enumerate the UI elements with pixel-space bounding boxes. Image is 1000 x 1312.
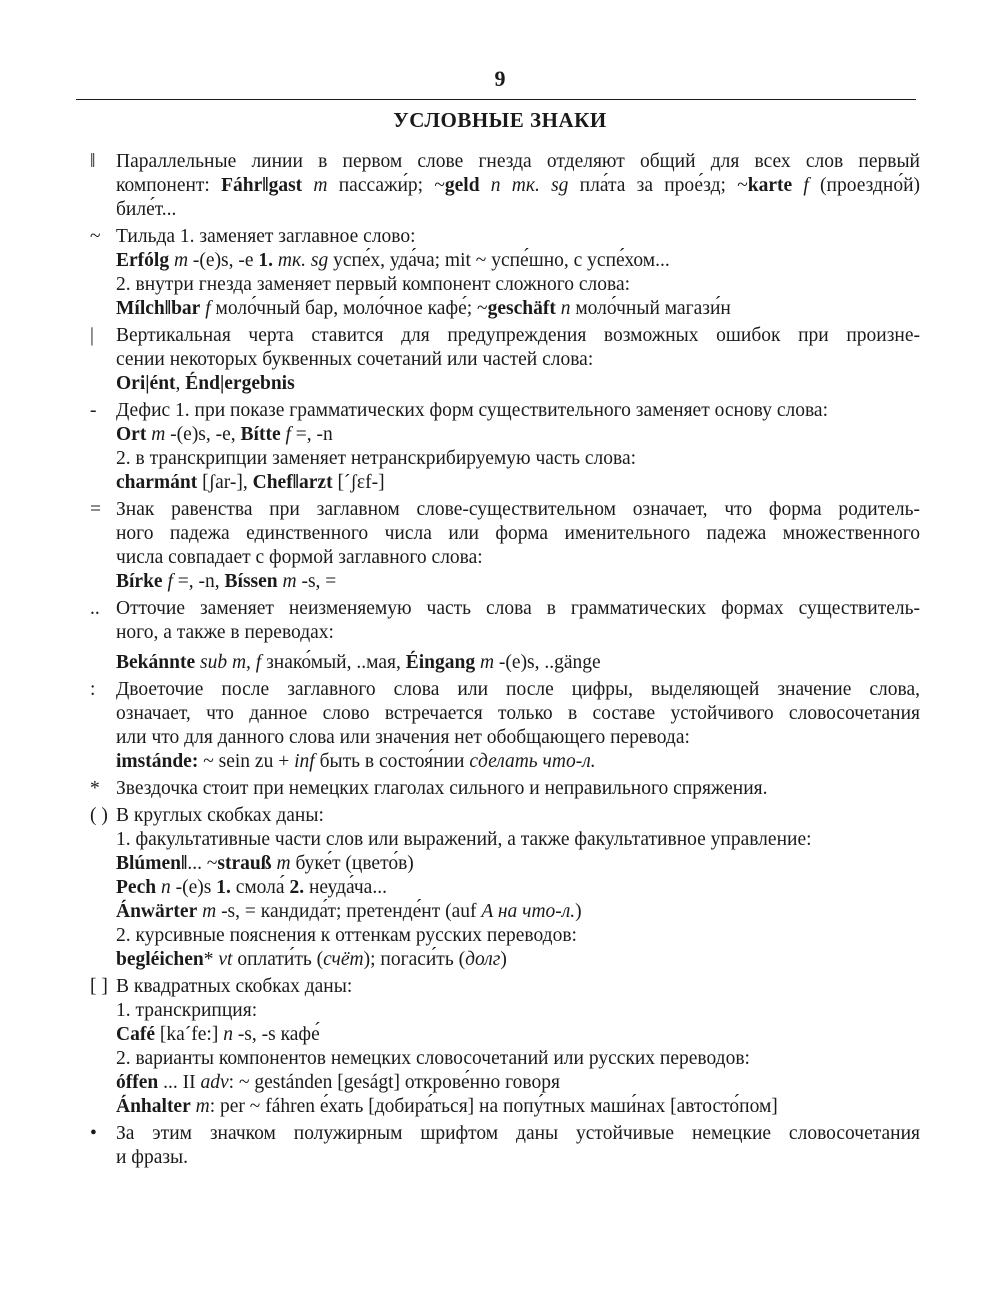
text-run: Звездочка стоит при немецких глаголах сильного и неправильного спряжения. xyxy=(116,778,768,799)
text-run: -(e)s xyxy=(170,877,217,898)
text-run: оплати́ть ( xyxy=(232,949,324,970)
symbol-entry xyxy=(90,399,920,495)
headword: imstánde: xyxy=(116,751,199,772)
entry-symbol: ~ xyxy=(90,226,101,247)
grammar-label: f xyxy=(167,571,173,592)
text-run: За этим значком полужирным шрифтом даны устойчивые немецкие словосочетания xyxy=(116,1123,920,1144)
headword: Ori|ént xyxy=(116,373,176,394)
text-run: =, -n, xyxy=(172,571,225,592)
headword: Chef‖arzt xyxy=(252,472,333,493)
text-run: , xyxy=(175,373,186,394)
text-run: неуда́ча... xyxy=(304,877,387,898)
text-run: -s, = кандида́т; претенде́нт (auf xyxy=(216,901,482,922)
entry-line xyxy=(116,726,920,750)
text-run: биле́т... xyxy=(116,199,177,220)
entry-line xyxy=(116,1146,920,1170)
grammar-label: sub m, f xyxy=(199,652,262,673)
headword: Blúmen‖ xyxy=(116,853,188,874)
entry-symbol: - xyxy=(90,400,97,421)
text-run: * xyxy=(203,949,219,970)
text-run: ); погаси́ть ( xyxy=(363,949,466,970)
entry-line xyxy=(116,1071,920,1095)
symbol-entry xyxy=(90,678,920,774)
entry-line xyxy=(116,423,920,447)
headword: 1. xyxy=(258,250,274,271)
text-run: компонент: xyxy=(116,175,222,196)
section-title: УСЛОВНЫЕ ЗНАКИ xyxy=(393,108,607,132)
grammar-label: m xyxy=(202,901,217,922)
grammar-label: счёт xyxy=(323,949,364,970)
grammar-label: m xyxy=(151,424,166,445)
grammar-label: n xyxy=(560,298,571,319)
text-run: означает, что данное слово встречается только в составе устойчивого словосочетания xyxy=(116,703,920,724)
entry-line xyxy=(116,324,920,348)
text-run: 2. курсивные пояснения к оттенкам русских переводов: xyxy=(116,925,577,946)
grammar-label: f xyxy=(285,424,291,445)
text-run: ... II xyxy=(158,1072,201,1093)
text-run: -(e)s, -e, xyxy=(165,424,241,445)
entry-line xyxy=(116,174,920,198)
symbol-entry xyxy=(90,777,920,801)
headword: geld xyxy=(444,175,480,196)
text-run: (проездно́й) xyxy=(808,175,921,196)
grammar-label: m xyxy=(313,175,328,196)
text-run: моло́чный бар, моло́чное кафе́; ~ xyxy=(210,298,488,319)
text-run: 2. варианты компонентов немецких словосочетаний или русских переводов: xyxy=(116,1048,750,1069)
entry-line xyxy=(116,702,920,726)
grammar-label: f xyxy=(205,298,211,319)
text-run xyxy=(792,175,803,196)
entry-line xyxy=(116,1122,920,1146)
text-run: ) xyxy=(575,901,582,922)
text-run: -(e)s, ..gänge xyxy=(494,652,601,673)
headword: Bíssen xyxy=(224,571,278,592)
grammar-label: inf xyxy=(294,751,315,772)
entry-line xyxy=(116,399,920,423)
headword: Café xyxy=(116,1024,155,1045)
text-run: 2. внутри гнезда заменяет первый компонент сложного слова: xyxy=(116,274,631,295)
grammar-label: m xyxy=(173,250,189,271)
entry-line xyxy=(116,900,920,924)
entry-line xyxy=(116,852,920,876)
headword: 1. xyxy=(216,877,231,898)
entry-line xyxy=(116,273,920,297)
text-run: Двоеточие после заглавного слова или после цифры, выделяющей значение слова, xyxy=(116,679,920,700)
grammar-label: m xyxy=(195,1096,210,1117)
text-run xyxy=(480,175,491,196)
text-run: =, -n xyxy=(290,424,333,445)
entry-line xyxy=(116,522,920,546)
text-run: [kaˊfe:] xyxy=(154,1024,224,1045)
text-run: пла́та за прое́зд; ~ xyxy=(568,175,748,196)
text-run: ... ~ xyxy=(187,853,218,874)
entry-line xyxy=(116,297,920,321)
grammar-label: m xyxy=(276,853,291,874)
grammar-label: долг xyxy=(465,949,501,970)
grammar-label: тк. sg xyxy=(277,250,329,271)
headword: Éingang xyxy=(405,652,476,673)
headword: strauß xyxy=(217,853,272,874)
text-run: : per ~ fáhren е́хать [добира́ться] на попу́тных маши́нах [автосто́пом] xyxy=(209,1096,778,1117)
entry-line xyxy=(116,876,920,900)
entry-symbol: * xyxy=(90,778,100,799)
grammar-label: vt xyxy=(218,949,233,970)
header-rule xyxy=(76,99,916,100)
entry-line xyxy=(116,498,920,522)
text-run: моло́чный магази́н xyxy=(570,298,731,319)
text-run: знако́мый, ..мая, xyxy=(261,652,406,673)
entry-line xyxy=(116,150,920,174)
text-run: и фразы. xyxy=(116,1147,189,1168)
headword: Bítte xyxy=(240,424,281,445)
entry-symbol: • xyxy=(90,1123,97,1144)
entry-line xyxy=(116,975,920,999)
text-run: В квадратных скобках даны: xyxy=(116,976,353,997)
symbol-entry xyxy=(90,804,920,972)
text-run: Вертикальная черта ставится для предупреждения возможных ошибок при произне- xyxy=(116,325,920,346)
text-run: -(e)s, -e xyxy=(188,250,259,271)
entry-line xyxy=(116,621,920,645)
entry-line xyxy=(116,225,920,249)
entry-line xyxy=(116,546,920,570)
entry-line xyxy=(116,597,920,621)
text-run: В круглых скобках даны: xyxy=(116,805,324,826)
entry-symbol: = xyxy=(90,499,101,520)
headword: Pech xyxy=(116,877,157,898)
text-run: успе́х, уда́ча; mit ~ успе́шно, с успе́хом... xyxy=(328,250,670,271)
headword: Bekánnte xyxy=(116,652,196,673)
text-run: 1. факультативные части слов или выражений, а также факультативное управление: xyxy=(116,829,812,850)
text-run: быть в состоя́нии xyxy=(314,751,470,772)
entry-line xyxy=(116,198,920,222)
text-run: [ˊʃɛf-] xyxy=(332,472,385,493)
headword: Énd|ergebnis xyxy=(185,373,295,394)
text-run: Параллельные линии в первом слове гнезда отделяют общий для всех слов первый xyxy=(116,151,920,172)
entry-symbol: : xyxy=(90,679,96,700)
entry-line xyxy=(116,651,920,675)
entry-line xyxy=(116,471,920,495)
entry-line xyxy=(116,447,920,471)
symbol-entry xyxy=(90,1122,920,1170)
headword: Ánwärter xyxy=(116,901,198,922)
grammar-label: m xyxy=(282,571,297,592)
symbol-entry xyxy=(90,597,920,675)
entry-line xyxy=(116,1023,920,1047)
entry-line xyxy=(116,777,920,801)
text-run: ного, а также в переводах: xyxy=(116,622,334,643)
page-number: 9 xyxy=(494,66,506,91)
headword: geschäft xyxy=(487,298,556,319)
grammar-label: сделать что-л. xyxy=(469,751,596,772)
text-run xyxy=(302,175,313,196)
text-run: -s, -s кафе́ xyxy=(232,1024,320,1045)
headword: óffen xyxy=(116,1072,159,1093)
text-run: или что для данного слова или значения нет обобщающего перевода: xyxy=(116,727,690,748)
entry-symbol: ( ) xyxy=(90,805,108,826)
text-run: [ʃar-], xyxy=(197,472,253,493)
entry-line xyxy=(116,750,920,774)
entry-line xyxy=(116,348,920,372)
grammar-label: n xyxy=(223,1024,233,1045)
grammar-label: m xyxy=(479,652,495,673)
symbol-entry xyxy=(90,225,920,321)
headword: karte xyxy=(747,175,793,196)
headword: 2. xyxy=(289,877,305,898)
entry-line xyxy=(116,678,920,702)
entry-line xyxy=(116,372,920,396)
entry-symbol: | xyxy=(90,325,94,346)
symbol-entry xyxy=(90,150,920,222)
text-run: -s, = xyxy=(296,571,337,592)
text-run: числа совпадает с формой заглавного слова: xyxy=(116,547,483,568)
text-run: пассажи́р; ~ xyxy=(327,175,445,196)
text-run: Тильда 1. заменяет заглавное слово: xyxy=(116,226,416,247)
entry-symbol: .. xyxy=(90,598,100,619)
entry-line xyxy=(116,804,920,828)
entry-line xyxy=(116,999,920,1023)
text-run: ) xyxy=(500,949,507,970)
text-run: смола́ xyxy=(230,877,290,898)
symbol-entry xyxy=(90,975,920,1119)
text-run: ~ sein zu + xyxy=(198,751,295,772)
headword: Erfólg xyxy=(116,250,170,271)
text-run: Знак равенства при заглавном слове-существительном означает, что форма родитель- xyxy=(116,499,920,520)
text-run: : ~ gestánden [geságt] открове́нно говоря xyxy=(228,1072,560,1093)
headword: Ort xyxy=(116,424,147,445)
entry-line xyxy=(116,828,920,852)
symbol-entry xyxy=(90,324,920,396)
grammar-label: n тк. sg xyxy=(490,175,569,196)
text-run: буке́т (цвето́в) xyxy=(290,853,414,874)
text-run: 2. в транскрипции заменяет нетранскрибируемую часть слова: xyxy=(116,448,637,469)
grammar-label: f xyxy=(803,175,809,196)
grammar-label: n xyxy=(160,877,171,898)
text-run: Дефис 1. при показе грамматических форм существительного заменяет основу слова: xyxy=(116,400,828,421)
headword: Mílch‖bar xyxy=(116,298,201,319)
entry-line xyxy=(116,570,920,594)
text-run: ного падежа единственного числа или форма именительного падежа множественного xyxy=(116,523,920,544)
headword: Bírke xyxy=(116,571,163,592)
grammar-label: A на что-л. xyxy=(481,901,576,922)
entry-line xyxy=(116,249,920,273)
entry-symbol: ‖ xyxy=(90,151,96,172)
entry-symbol: [ ] xyxy=(90,976,108,997)
text-run: 1. транскрипция: xyxy=(116,1000,258,1021)
text-run: Отточие заменяет неизменяемую часть слова в грамматических формах существитель- xyxy=(116,598,920,619)
entry-line xyxy=(116,924,920,948)
headword: begléichen xyxy=(116,949,204,970)
entry-line xyxy=(116,948,920,972)
grammar-label: adv xyxy=(200,1072,229,1093)
headword: charmánt xyxy=(116,472,198,493)
symbol-entry xyxy=(90,498,920,594)
headword: Fáhr‖gast xyxy=(221,175,303,196)
entry-line xyxy=(116,1047,920,1071)
symbols-list xyxy=(90,150,920,1173)
headword: Ánhalter xyxy=(116,1096,191,1117)
text-run: сении некоторых буквенных сочетаний или частей слова: xyxy=(116,349,594,370)
entry-line xyxy=(116,1095,920,1119)
